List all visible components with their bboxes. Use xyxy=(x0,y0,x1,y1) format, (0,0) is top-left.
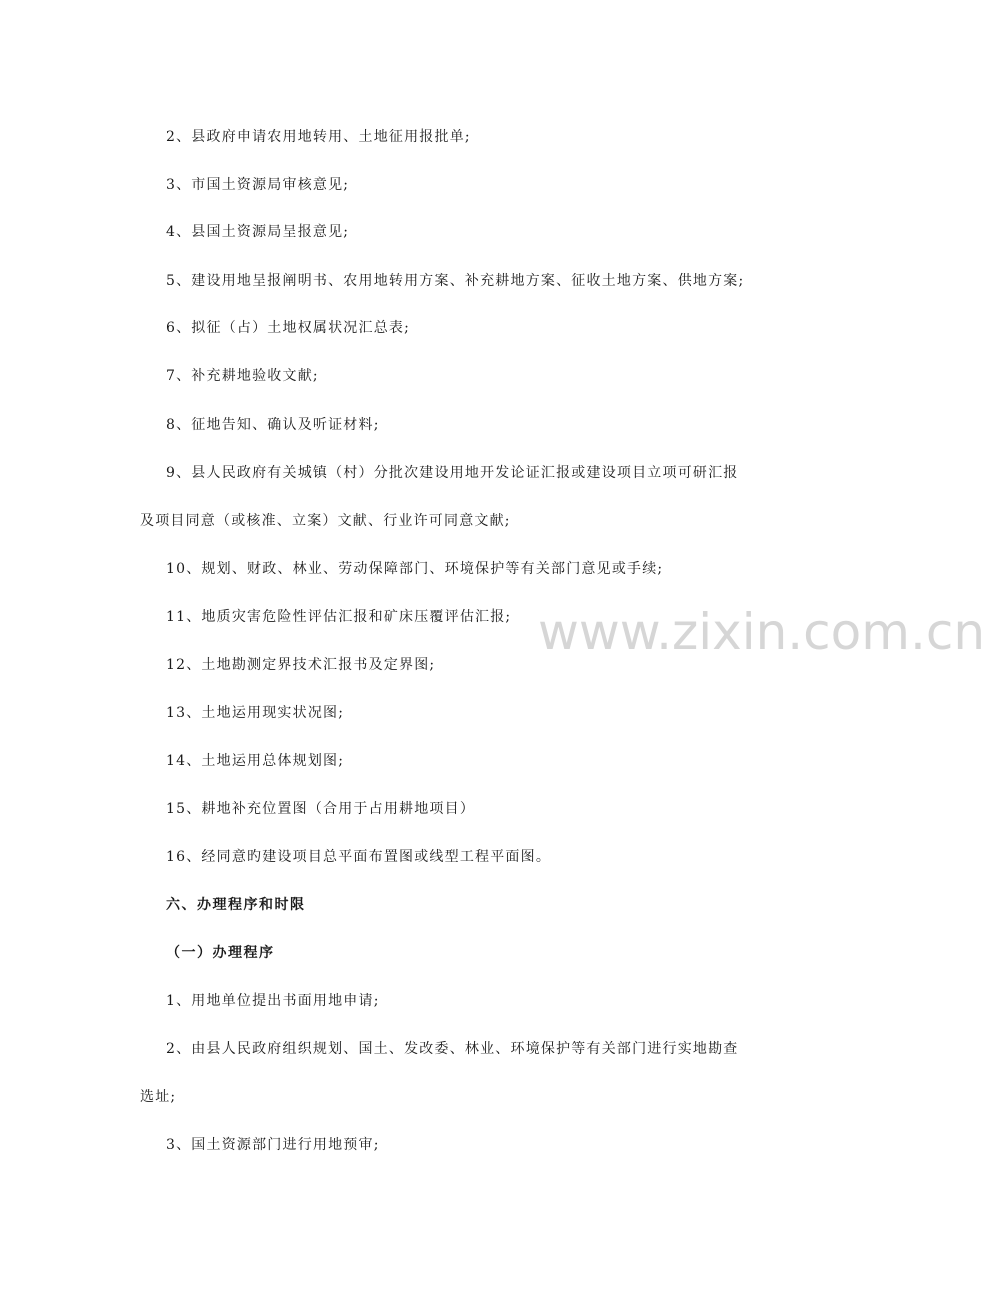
list-item-4: 4、县国土资源局呈报意见; xyxy=(166,224,350,240)
procedure-step-2: 2、由县人民政府组织规划、国土、发改委、林业、环境保护等有关部门进行实地勘查 xyxy=(166,1041,739,1057)
list-item-3: 3、市国土资源局审核意见; xyxy=(166,177,350,193)
list-item-13: 13、土地运用现实状况图; xyxy=(166,705,345,721)
list-item-16: 16、经同意旳建设项目总平面布置图或线型工程平面图。 xyxy=(166,849,552,865)
list-item-5: 5、建设用地呈报阐明书、农用地转用方案、补充耕地方案、征收土地方案、供地方案; xyxy=(166,273,745,289)
list-item-10: 10、规划、财政、林业、劳动保障部门、环境保护等有关部门意见或手续; xyxy=(166,561,664,577)
list-item-9-continued: 及项目同意（或核准、立案）文献、行业许可同意文献; xyxy=(140,513,511,529)
list-item-12: 12、土地勘测定界技术汇报书及定界图; xyxy=(166,657,436,673)
list-item-15: 15、耕地补充位置图（合用于占用耕地项目） xyxy=(166,801,476,817)
subsection-heading: （一）办理程序 xyxy=(166,945,275,961)
section-heading: 六、办理程序和时限 xyxy=(166,897,306,913)
list-item-11: 11、地质灾害危险性评估汇报和矿床压覆评估汇报; xyxy=(166,609,512,625)
list-item-7: 7、补充耕地验收文献; xyxy=(166,368,319,384)
list-item-9: 9、县人民政府有关城镇（村）分批次建设用地开发论证汇报或建设项目立项可研汇报 xyxy=(166,465,739,481)
list-item-6: 6、拟征（占）土地权属状况汇总表; xyxy=(166,320,411,336)
list-item-8: 8、征地告知、确认及听证材料; xyxy=(166,417,380,433)
procedure-step-2-continued: 选址; xyxy=(140,1089,177,1105)
procedure-step-3: 3、国土资源部门进行用地预审; xyxy=(166,1137,380,1153)
procedure-step-1: 1、用地单位提出书面用地申请; xyxy=(166,993,380,1009)
list-item-2: 2、县政府申请农用地转用、土地征用报批单; xyxy=(166,129,471,145)
watermark: www.zixin.com.cn xyxy=(538,603,985,661)
list-item-14: 14、土地运用总体规划图; xyxy=(166,753,345,769)
